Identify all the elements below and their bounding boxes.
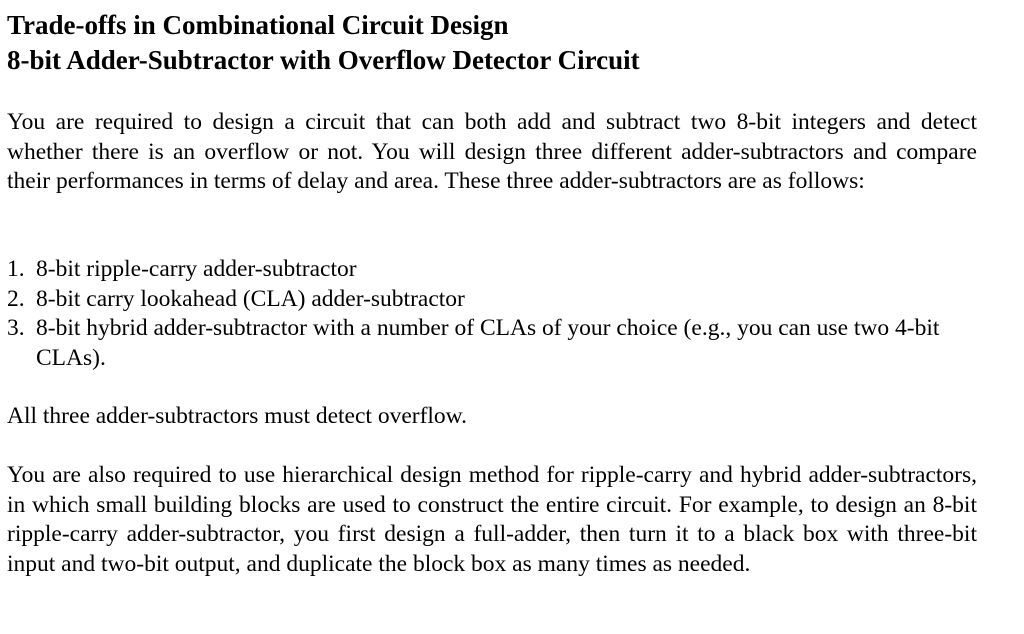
overflow-note: All three adder-subtractors must detect overflow.: [7, 403, 468, 429]
intro-paragraph: You are required to design a circuit that can both add and subtract two 8-bit integers and detect whether there is an overflow or not. You will design three different adder-subtractors and compare their performances in terms of delay and area. These three adder-subtractors are as follows:: [7, 109, 977, 195]
list-item-number: 2.: [7, 285, 25, 312]
list-item: [7, 255, 977, 285]
hierarchical-design-paragraph: You are also required to use hierarchical design method for ripple-carry and hybrid adder-subtractors, in which small building blocks are used to construct the entire circuit. For example, to design an 8-bit ripple-carry adder-subtractor, you first design a full-adder, then turn it to a black box with three-bit input and two-bit output, and duplicate the block box as many times as needed.: [7, 462, 977, 577]
list-item-number: 3.: [7, 315, 25, 342]
document-subtitle: 8-bit Adder-Subtractor with Overflow Detector Circuit: [7, 45, 640, 75]
list-item-text: 8-bit carry lookahead (CLA) adder-subtractor: [36, 285, 465, 312]
list-item-text: 8-bit ripple-carry adder-subtractor: [36, 256, 357, 282]
list-item: [7, 314, 977, 373]
list-item-number: 1.: [7, 256, 25, 282]
list-item-text: 8-bit hybrid adder-subtractor with a number of CLAs of your choice (e.g., you can use two 4-bit CLAs).: [36, 315, 940, 371]
document-title: Trade-offs in Combinational Circuit Design: [7, 10, 509, 40]
list-item: [7, 285, 977, 315]
adder-subtractor-list: [7, 255, 977, 373]
